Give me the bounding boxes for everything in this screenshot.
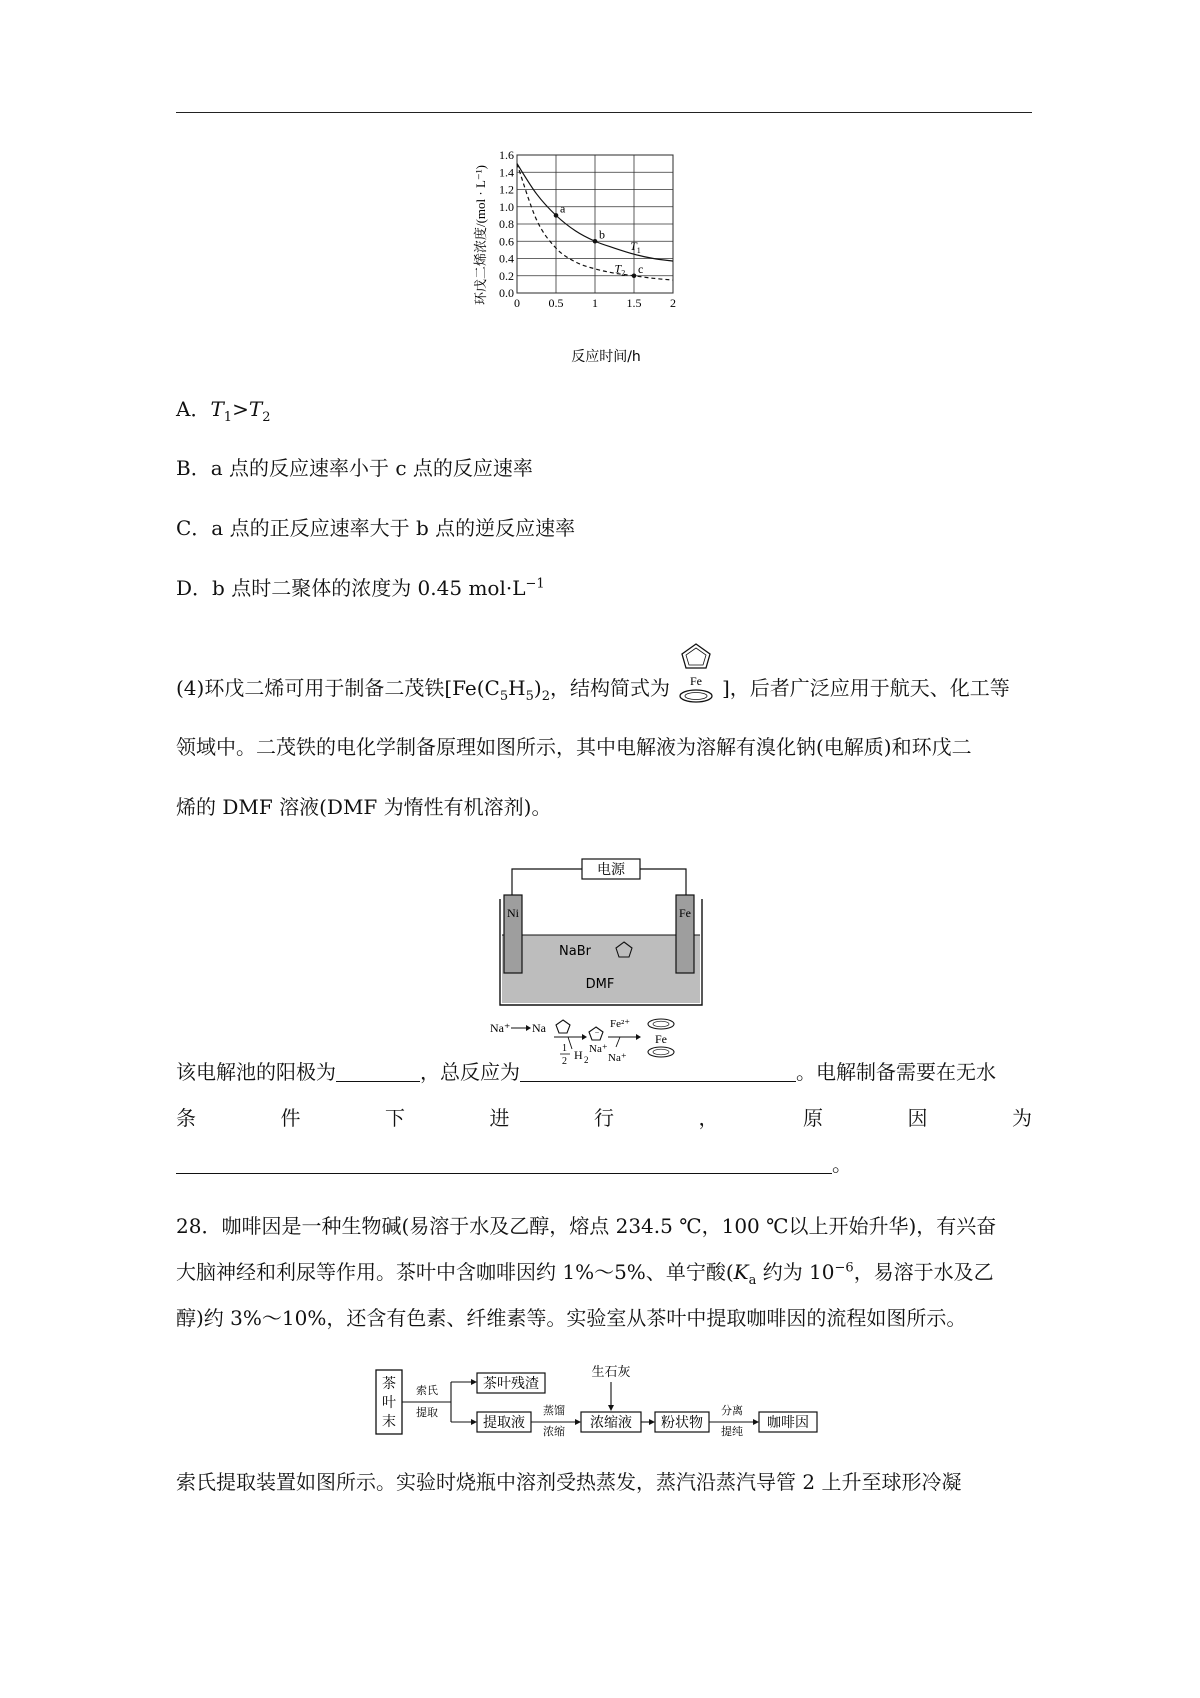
step2-bottom: 浓缩 bbox=[543, 1426, 565, 1438]
ferrocene-top-ring bbox=[648, 1019, 674, 1029]
chart-x-label: 反应时间/h bbox=[571, 349, 641, 365]
y-tick-label: 0.2 bbox=[499, 268, 514, 283]
option-a-prefix: A． bbox=[176, 397, 211, 421]
q-l2-char: ， bbox=[698, 1106, 719, 1130]
question-line3 bbox=[176, 1150, 852, 1178]
data-point-b bbox=[593, 239, 598, 244]
reagent-label: 生石灰 bbox=[591, 1364, 631, 1379]
step1-bottom: 提取 bbox=[416, 1407, 438, 1419]
y-tick-label: 0.0 bbox=[499, 286, 514, 300]
anode-blank[interactable] bbox=[336, 1059, 420, 1082]
extract-label: 提取液 bbox=[483, 1416, 525, 1431]
y-tick-label: 1.2 bbox=[499, 182, 514, 197]
step2-top: 蒸馏 bbox=[543, 1405, 565, 1417]
y-tick-label: 0.4 bbox=[499, 251, 514, 266]
ferrocene-fe-label: Fe bbox=[690, 674, 702, 688]
y-tick-label: 1.6 bbox=[499, 148, 514, 162]
question-line1 bbox=[176, 1058, 996, 1086]
step3-bottom: 提纯 bbox=[721, 1426, 743, 1438]
dmf-label: DMF bbox=[585, 977, 615, 992]
q28-sup: −6 bbox=[834, 1260, 854, 1276]
data-point-label: b bbox=[599, 227, 605, 242]
reason-blank[interactable] bbox=[176, 1151, 832, 1174]
start-char: 末 bbox=[382, 1415, 396, 1430]
q-text-a: 该电解池的阳极为 bbox=[176, 1060, 336, 1084]
total-reaction-blank[interactable] bbox=[520, 1059, 796, 1082]
data-point-c bbox=[632, 273, 637, 278]
nabr-label: NaBr bbox=[559, 944, 591, 959]
q28-line1: 28．咖啡因是一种生物碱(易溶于水及乙醇，熔点 234.5 ℃，100 ℃以上开始升华)，有兴奋 bbox=[176, 1214, 997, 1238]
option-d-text: D．b 点时二聚体的浓度为 0.45 mol·L bbox=[176, 576, 526, 600]
q-text-b: ，总反应为 bbox=[420, 1060, 520, 1084]
caffeine-extraction-flowchart bbox=[375, 1362, 835, 1442]
na-plus-3-label: Na⁺ bbox=[608, 1052, 627, 1064]
start-char: 叶 bbox=[382, 1396, 396, 1411]
q-l2-char: 行 bbox=[594, 1106, 614, 1130]
q28-k: K bbox=[733, 1260, 749, 1284]
q28-ksub: a bbox=[748, 1273, 757, 1288]
x-tick-label: 2 bbox=[670, 296, 676, 310]
x-tick-label: 1 bbox=[592, 296, 598, 310]
y-tick-label: 0.6 bbox=[499, 234, 514, 249]
option-a-t1-sub: 1 bbox=[223, 410, 233, 425]
concentrate-label: 浓缩液 bbox=[590, 1416, 632, 1431]
chart-y-label: 环戊二烯浓度/(mol · L⁻¹) bbox=[473, 164, 488, 306]
fe-label: Fe bbox=[679, 906, 691, 920]
q-l3-end: 。 bbox=[832, 1152, 852, 1176]
q-l2-char: 件 bbox=[280, 1106, 301, 1130]
concentration-time-chart bbox=[460, 145, 750, 370]
ferrocene-product-fe: Fe bbox=[655, 1032, 667, 1046]
question-line2 bbox=[176, 1104, 1032, 1132]
para4-l1e: ]，后者广泛应用于航天、化工等 bbox=[721, 676, 1010, 700]
q28-line2 bbox=[176, 1258, 994, 1286]
chart-points bbox=[554, 201, 644, 278]
fe2-label: Fe²⁺ bbox=[610, 1018, 631, 1030]
y-tick-label: 1.4 bbox=[499, 165, 514, 180]
data-point-label: c bbox=[638, 261, 644, 276]
data-point-a bbox=[554, 213, 559, 218]
na-plus-label: Na⁺ bbox=[490, 1021, 511, 1035]
step1-top: 索氏 bbox=[416, 1385, 438, 1397]
q28-line3: 醇)约 3%～10%，还含有色素、纤维素等。实验室从茶叶中提取咖啡因的流程如图所示。 bbox=[176, 1306, 967, 1330]
caffeine-label: 咖啡因 bbox=[767, 1416, 809, 1431]
data-point-label: a bbox=[560, 201, 566, 216]
para4-sub3: 2 bbox=[541, 689, 550, 704]
q-l2-char: 因 bbox=[907, 1106, 928, 1130]
option-b: B．a 点的反应速率小于 c 点的反应速率 bbox=[176, 456, 533, 480]
x-tick-label: 0.5 bbox=[548, 296, 564, 310]
chart-grid bbox=[517, 155, 673, 293]
half-num: 1 bbox=[562, 1043, 567, 1054]
para4-line1 bbox=[176, 674, 1010, 702]
power-label: 电源 bbox=[597, 863, 625, 878]
ferrocene-bottom-ring bbox=[648, 1047, 674, 1057]
q28-l2b: 约为 10 bbox=[756, 1260, 835, 1284]
para4-l1a: (4)环戊二烯可用于制备二茂铁[Fe(C bbox=[176, 676, 500, 700]
para4-l1b: H bbox=[508, 676, 526, 700]
option-a-t2: T bbox=[248, 397, 263, 421]
half-den: 2 bbox=[562, 1056, 567, 1065]
option-d bbox=[176, 574, 545, 602]
svg-text:−: − bbox=[594, 1028, 600, 1037]
option-c: C．a 点的正反应速率大于 b 点的逆反应速率 bbox=[176, 516, 576, 540]
residue-label: 茶叶残渣 bbox=[483, 1377, 539, 1392]
h2-label: H bbox=[574, 1048, 583, 1062]
para4-sub1: 5 bbox=[499, 689, 509, 704]
na-label: Na bbox=[532, 1021, 546, 1035]
para4-l1d: ，结构简式为 bbox=[549, 676, 670, 700]
q-text-c: 。电解制备需要在无水 bbox=[796, 1060, 996, 1084]
step3-top: 分离 bbox=[721, 1405, 743, 1417]
electrolysis-cell-diagram bbox=[490, 855, 730, 1065]
electrolyte-solution bbox=[502, 935, 700, 1003]
q-l2-char: 为 bbox=[1012, 1106, 1032, 1130]
header-rule bbox=[176, 112, 1032, 113]
option-a-t1: T bbox=[210, 397, 224, 421]
q28-l2c: ，易溶于水及乙 bbox=[853, 1260, 994, 1284]
x-tick-label: 0 bbox=[514, 296, 520, 310]
last-line: 索氏提取装置如图所示。实验时烧瓶中溶剂受热蒸发，蒸汽沿蒸汽导管 2 上升至球形冷凝 bbox=[176, 1470, 962, 1494]
h2-branch bbox=[568, 1037, 572, 1049]
ferrocene-structure-icon bbox=[672, 640, 720, 704]
y-tick-label: 1.0 bbox=[499, 199, 514, 214]
para4-sub2: 5 bbox=[525, 689, 534, 704]
na-plus-2-label: Na⁺ bbox=[589, 1043, 608, 1055]
option-a-t2-sub: 2 bbox=[262, 410, 271, 425]
q-l2-char: 条 bbox=[176, 1106, 196, 1130]
cp-h-icon bbox=[556, 1020, 570, 1033]
para4-line2: 领域中。二茂铁的电化学制备原理如图所示，其中电解液为溶解有溴化钠(电解质)和环戊二 bbox=[176, 735, 972, 759]
option-a bbox=[176, 395, 270, 423]
para4-l1c: ) bbox=[533, 676, 542, 700]
start-char: 茶 bbox=[382, 1377, 396, 1392]
q-l2-char: 进 bbox=[489, 1106, 510, 1130]
ni-label: Ni bbox=[507, 906, 519, 920]
q28-l2a: 大脑神经和利尿等作用。茶叶中含咖啡因约 1%～5%、单宁酸( bbox=[176, 1260, 734, 1284]
option-a-gt: > bbox=[232, 397, 249, 421]
y-tick-label: 0.8 bbox=[499, 217, 514, 231]
curve-label: $T_2$ bbox=[614, 261, 626, 278]
x-tick-label: 1.5 bbox=[626, 296, 642, 310]
para4-line3: 烯的 DMF 溶液(DMF 为惰性有机溶剂)。 bbox=[176, 795, 552, 819]
curve-label: $T_1$ bbox=[630, 238, 641, 255]
q-l2-char: 原 bbox=[803, 1106, 823, 1130]
powder-label: 粉状物 bbox=[661, 1416, 703, 1431]
option-d-sup: −1 bbox=[525, 576, 545, 592]
q-l2-char: 下 bbox=[385, 1106, 405, 1130]
h2-sub: 2 bbox=[584, 1055, 589, 1065]
